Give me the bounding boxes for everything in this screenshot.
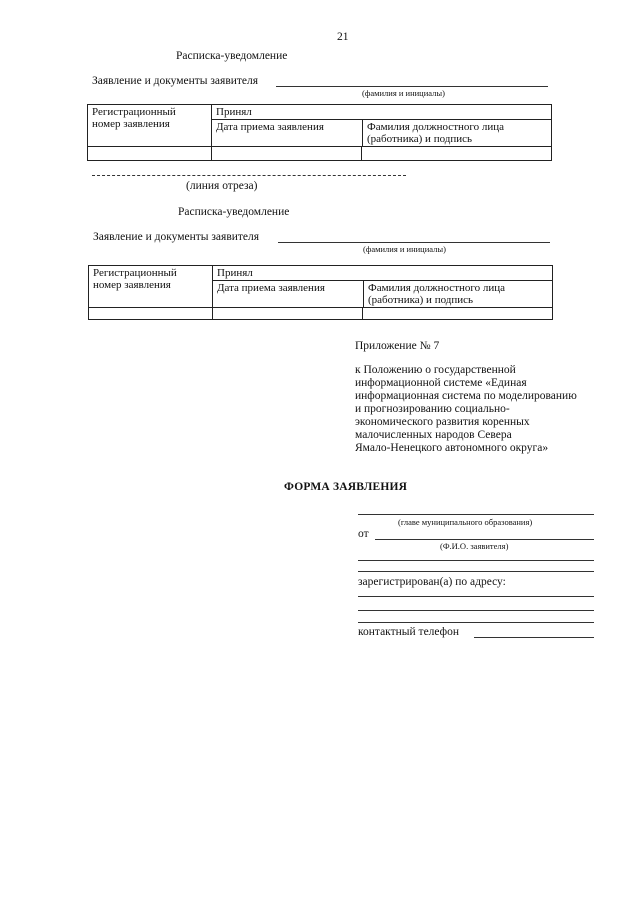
date-received-header: Дата приема заявления xyxy=(212,120,363,146)
annex-line: малочисленных народов Севера xyxy=(355,429,512,441)
field-hint: (фамилия и инициалы) xyxy=(363,244,446,254)
applicant-name-field xyxy=(276,86,548,87)
reg-number-cell xyxy=(88,147,212,161)
receipt-title: Расписка-уведомление xyxy=(178,206,290,218)
annex-text xyxy=(355,364,577,455)
applicant-extra-field xyxy=(358,560,594,561)
phone-label: контактный телефон xyxy=(358,626,460,638)
applicant-line-label: Заявление и документы заявителя xyxy=(93,231,260,243)
accepted-label: Принял xyxy=(212,105,551,120)
receipt-title: Расписка-уведомление xyxy=(176,50,288,62)
reg-number-header: Регистрационный номер заявления xyxy=(88,105,212,147)
reg-number-header: Регистрационный номер заявления xyxy=(89,266,213,308)
head-hint: (главе муниципального образования) xyxy=(398,517,533,527)
field-hint: (фамилия и инициалы) xyxy=(362,88,445,98)
date-received-cell xyxy=(212,147,362,161)
receipt-table xyxy=(87,104,552,161)
official-signature-header: Фамилия должностного лица (работника) и подпись xyxy=(367,121,505,145)
applicant-fio-field xyxy=(375,539,594,540)
address-field xyxy=(358,596,594,597)
official-signature-cell xyxy=(363,308,553,320)
registered-address-label: зарегистрирован(а) по адресу: xyxy=(358,576,506,588)
annex-line: информационной системе «Единая xyxy=(355,377,527,389)
official-signature-header: Фамилия должностного лица (работника) и подпись xyxy=(368,282,506,306)
form-title: ФОРМА ЗАЯВЛЕНИЯ xyxy=(284,481,408,493)
from-label: от xyxy=(358,528,369,540)
official-signature-cell xyxy=(362,147,552,161)
accepted-cell xyxy=(213,266,553,308)
annex-number: Приложение № 7 xyxy=(355,340,440,352)
accepted-label: Принял xyxy=(213,266,552,281)
head-name-field xyxy=(358,514,594,515)
date-received-header: Дата приема заявления xyxy=(213,281,364,307)
annex-line: информационная система по моделированию xyxy=(355,390,577,402)
reg-number-cell xyxy=(89,308,213,320)
phone-field xyxy=(474,637,594,638)
accepted-cell xyxy=(212,105,552,147)
annex-line: и прогнозированию социально- xyxy=(355,403,510,415)
receipt-table xyxy=(88,265,553,320)
annex-line: Ямало-Ненецкого автономного округа» xyxy=(355,442,549,454)
page-number: 21 xyxy=(337,31,349,43)
cut-line xyxy=(92,175,406,176)
address-field xyxy=(358,610,594,611)
applicant-line-label: Заявление и документы заявителя xyxy=(92,75,259,87)
applicant-hint: (Ф.И.О. заявителя) xyxy=(440,541,509,551)
annex-line: к Положению о государственной xyxy=(355,364,516,376)
applicant-extra-field xyxy=(358,571,594,572)
annex-line: экономического развития коренных xyxy=(355,416,530,428)
applicant-name-field xyxy=(278,242,550,243)
cut-line-label: (линия отреза) xyxy=(186,180,258,192)
date-received-cell xyxy=(213,308,363,320)
address-field xyxy=(358,622,594,623)
